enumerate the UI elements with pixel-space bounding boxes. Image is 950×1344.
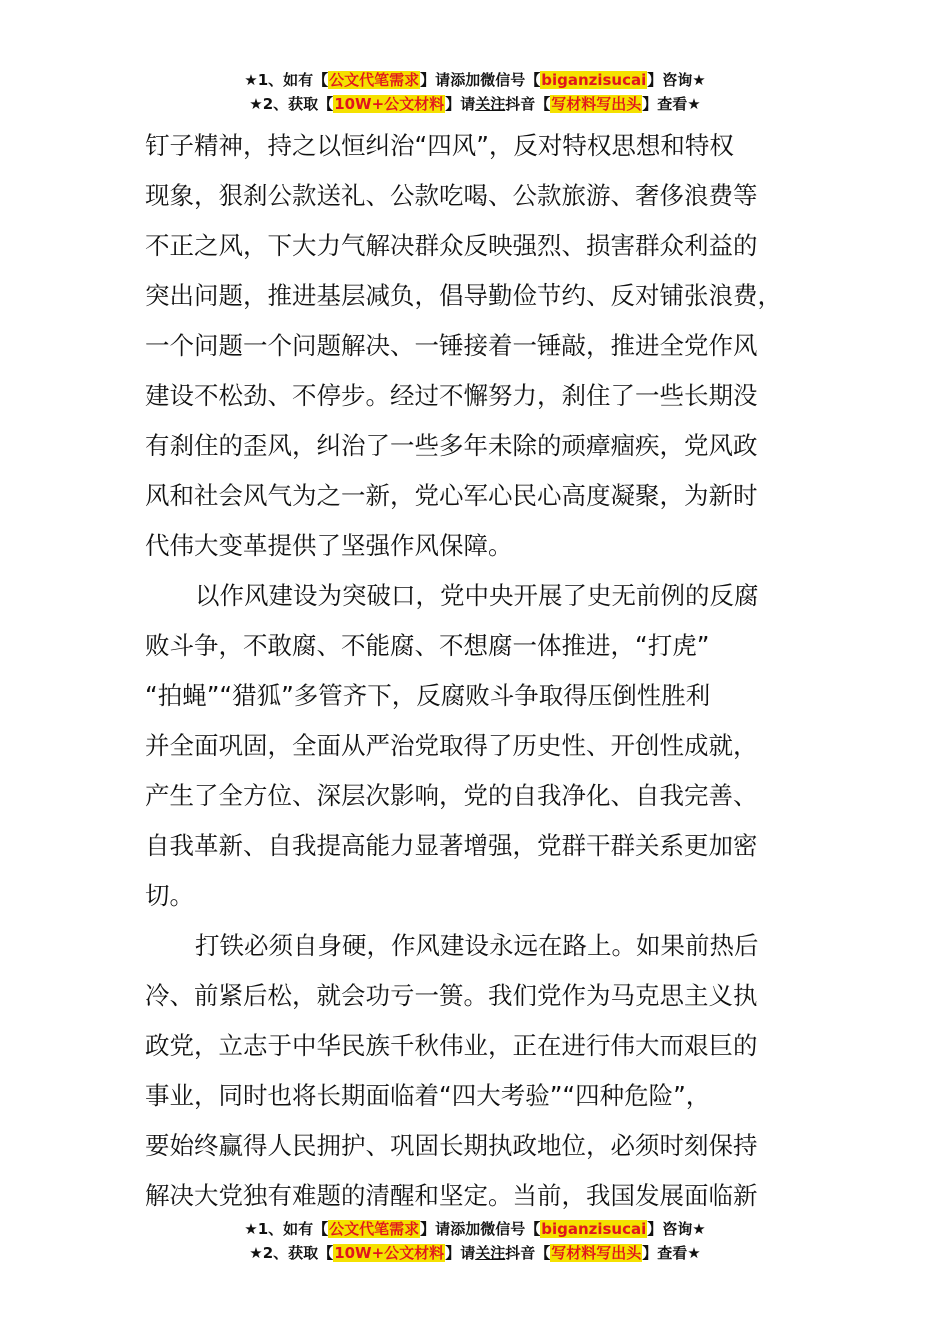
text-line: 现象，狠刹公款送礼、公款吃喝、公款旅游、奢侈浪费等 [145, 181, 758, 210]
text-line: 自我革新、自我提高能力显著增强，党群干群关系更加密 [145, 831, 758, 860]
text-line: 有刹住的歪风，纠治了一些多年未除的顽瘴痼疾，党风政 [145, 431, 758, 460]
text-line: 钉子精神，持之以恒纠治“四风”，反对特权思想和特权 [145, 131, 734, 160]
banner-text: 】请 [420, 1220, 451, 1238]
text-line: 冷、前紧后松，就会功亏一篑。我们党作为马克思主义执 [145, 981, 758, 1010]
highlight-wechat-id: biganzisucai [541, 1220, 647, 1238]
text-line: 建设不松劲、不停步。经过不懈努力，刹住了一些长期没 [145, 381, 758, 410]
paragraph-start: 以作风建设为突破口，党中央开展了史无前例的反腐 [195, 581, 759, 610]
text-line: 败斗争，不敢腐、不能腐、不想腐一体推进，“打虎” [145, 631, 710, 660]
banner-line-1 [0, 1217, 950, 1241]
text-line: 解决大党独有难题的清醒和坚定。当前，我国发展面临新 [145, 1181, 758, 1210]
paragraph-start: 打铁必须自身硬，作风建设永远在路上。如果前热后 [195, 931, 759, 960]
text-line: “拍蝇”“猎狐”多管齐下，反腐败斗争取得压倒性胜利 [145, 681, 711, 710]
banner-text: 添加 [450, 71, 481, 89]
banner-line-2 [0, 1241, 950, 1265]
banner-text: ★2、获取【 [249, 1244, 334, 1262]
banner-text: 】查看★ [642, 95, 701, 113]
banner-text: 】查看★ [642, 1244, 701, 1262]
banner-text: 添加 [450, 1220, 481, 1238]
banner-text: 抖音【 [505, 95, 551, 113]
highlight-douyin: 写材料写出头 [551, 95, 642, 113]
text-line: 并全面巩固，全面从严治党取得了历史性、开创性成就， [145, 731, 758, 760]
document-body [145, 121, 805, 1221]
banner-line-1 [0, 68, 950, 92]
banner-line-2 [0, 92, 950, 116]
text-line: 要始终赢得人民拥护、巩固长期执政地位，必须时刻保持 [145, 1131, 758, 1160]
text-line: 产生了全方位、深层次影响，党的自我净化、自我完善、 [145, 781, 758, 810]
text-line: 政党，立志于中华民族千秋伟业，正在进行伟大而艰巨的 [145, 1031, 758, 1060]
text-line: 一个问题一个问题解决、一锤接着一锤敲，推进全党作风 [145, 331, 758, 360]
banner-text: 】咨询★ [647, 71, 706, 89]
banner-text: 关注 [475, 95, 506, 113]
text-line: 事业，同时也将长期面临着“四大考验”“四种危险”， [145, 1081, 711, 1110]
footer-banner [0, 1217, 950, 1265]
highlight-wechat-id: biganzisucai [541, 71, 647, 89]
highlight-materials: 10W+公文材料 [334, 1244, 445, 1262]
highlight-materials: 10W+公文材料 [334, 95, 445, 113]
banner-text: 微信号【 [480, 1220, 541, 1238]
banner-text: 微信号【 [480, 71, 541, 89]
banner-text: 抖音【 [505, 1244, 551, 1262]
banner-text: 】请 [445, 95, 476, 113]
banner-text: 】咨询★ [647, 1220, 706, 1238]
banner-text: ★1、如有【 [244, 1220, 329, 1238]
text-line: 不正之风，下大力气解决群众反映强烈、损害群众利益的 [145, 231, 758, 260]
highlight-service: 公文代笔需求 [329, 1220, 420, 1238]
text-line: 代伟大变革提供了坚强作风保障。 [145, 531, 513, 560]
banner-text: ★2、获取【 [249, 95, 334, 113]
banner-text: 】请 [420, 71, 451, 89]
banner-text: ★1、如有【 [244, 71, 329, 89]
header-banner [0, 68, 950, 116]
highlight-service: 公文代笔需求 [329, 71, 420, 89]
highlight-douyin: 写材料写出头 [551, 1244, 642, 1262]
text-line: 风和社会风气为之一新，党心军心民心高度凝聚，为新时 [145, 481, 758, 510]
banner-text: 关注 [475, 1244, 506, 1262]
text-line: 切。 [145, 881, 194, 910]
text-line: 突出问题，推进基层减负，倡导勤俭节约、反对铺张浪费， [145, 281, 782, 310]
banner-text: 】请 [445, 1244, 476, 1262]
